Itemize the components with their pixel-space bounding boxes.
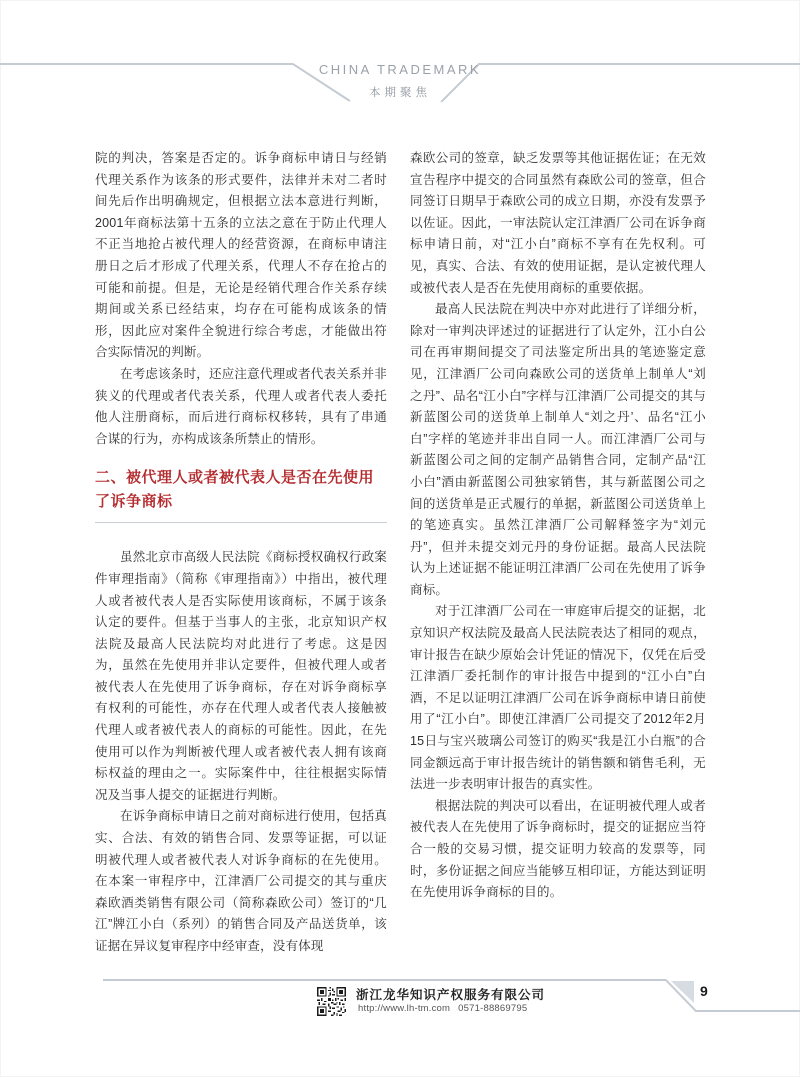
- footer-company-name: 浙江龙华知识产权服务有限公司: [356, 988, 546, 1002]
- magazine-title: CHINA TRADEMARK: [318, 62, 482, 77]
- right-column: [410, 148, 706, 904]
- paragraph: 在考虑该条时，还应注意代理或者代表关系并非狭义的代理或者代表关系，代理人或者代表人委托他人注册商标，而后进行商标权移转，具有了串通合谋的行为，亦构成该条所禁止的情形。: [95, 366, 387, 446]
- qr-code-icon: [317, 987, 346, 1016]
- left-column: [95, 148, 387, 958]
- paragraph: 对于江津酒厂公司在一审庭审后提交的证据，北京知识产权法院及最高人民法院表达了相同的观点，审计报告在缺少原始会计凭证的情况下，仅凭在后受江津酒厂委托制作的审计报告中提到的“江小白”白酒，不足以证明江津酒厂公司在诉争商标申请日前使用了“江小白”。即使江津酒厂公司提交了2012年2月15日与宝兴玻璃公司签订的购买“我是江小白瓶”的合同金额远高于审计报告统计的销售额和销售毛利，无法进一步表明审计报告的真实性。: [410, 604, 706, 792]
- paragraph: 最高人民法院在判决中亦对此进行了详细分析，除对一审判决评述过的证据进行了认定外，江小白公司在再审期间提交了司法鉴定所出具的笔迹鉴定意见，江津酒厂公司向森欧公司的送货单上制单人“刘之丹”、品名“江小白”字样与江津酒厂公司提交的其与新蓝图公司的送货单上制单人“刘之丹’、品名“江小白”字样的笔迹并非出自同一人。而江津酒厂公司与新蓝图公司之间的定制产品销售合同，定制产品“江小白”酒由新蓝图公司独家销售，其与新蓝图公司之间的送货单是正式履行的单据，新蓝图公司送货单上的笔迹真实。虽然江津酒厂公司解释签字为“刘元丹”，但并未提交刘元丹的身份证据。最高人民法院认为上述证据不能证明江津酒厂公司在先使用了诉争商标。: [410, 302, 706, 597]
- section-heading: 二、被代理人或者被代表人是否在先使用了诉争商标: [95, 466, 387, 523]
- paragraph-continuation: 森欧公司的签章，缺乏发票等其他证据佐证；在无效宣告程序中提交的合同虽然有森欧公司的签章，但合同签订日期早于森欧公司的成立日期，亦没有发票予以佐证。因此，一审法院认定江津酒厂公司在诉争商标申请日前，对“江小白”商标不享有在先权利。可见，真实、合法、有效的使用证据，是认定被代理人或被代表人是否在先使用商标的重要依据。: [410, 151, 706, 295]
- paragraph: 虽然北京市高级人民法院《商标授权确权行政案件审理指南》（简称《审理指南》）中指出，被代理人或者被代表人是否实际使用该商标，不属于该条认定的要件。但基于当事人的主张，北京知识产权法院及最高人民法院均对此进行了考虑。这是因为，虽然在先使用并非认定要件，但被代理人或者被代表人在先使用了诉争商标，存在对诉争商标享有权利的可能性，亦存在代理人或者代表人接触被代理人或者被代表人的商标的可能性。因此，在先使用可以作为判断被代理人或者被代表人拥有该商标权益的理由之一。实际案件中，往往根据实际情况及当事人提交的证据进行判断。: [95, 550, 387, 802]
- page-number: 9: [700, 983, 708, 999]
- paragraph: 根据法院的判决可以看出，在证明被代理人或者被代表人在先使用了诉争商标时，提交的证据应当符合一般的交易习惯，提交证明力较高的发票等，同时，多份证据之间应当能够互相印证，方能达到证明在先使用诉争商标的目的。: [410, 798, 706, 900]
- paragraph-continuation: 院的判决，答案是否定的。诉争商标申请日与经销代理关系作为该条的形式要件，法律并未对二者时间先后作出明确规定，但根据立法本意进行判断，2001年商标法第十五条的立法之意在于防止代理人不正当地抢占被代理人的经营资源，在商标申请注册日之后才形成了代理关系，代理人不存在抢占的可能和前提。但是，无论是经销代理合作关系存续期间或关系已经结束，均存在可能构成该条的情形，因此应对案件全貌进行综合考虑，才能做出符合实际情况的判断。: [95, 151, 387, 360]
- footer-website: http://www.lh-tm.com: [358, 1003, 451, 1014]
- paragraph: 在诉争商标申请日之前对商标进行使用，包括真实、合法、有效的销售合同、发票等证据，可以证明被代理人或者被代表人对诉争商标的在先使用。在本案一审程序中，江津酒厂公司提交的其与重庆森欧酒类销售有限公司（简称森欧公司）签订的“几江”牌江小白（系列）的销售合同及产品送货单，该证据在异议复审程序中经审查，没有体现: [95, 809, 387, 953]
- footer-corner-triangle: [671, 981, 694, 1003]
- section-label: 本期聚焦: [369, 87, 431, 99]
- footer-rule-left: [103, 979, 666, 981]
- footer-rule-right: [696, 1010, 800, 1012]
- footer-contact-line: [358, 1003, 535, 1014]
- footer-phone: 0571-88869795: [458, 1003, 528, 1014]
